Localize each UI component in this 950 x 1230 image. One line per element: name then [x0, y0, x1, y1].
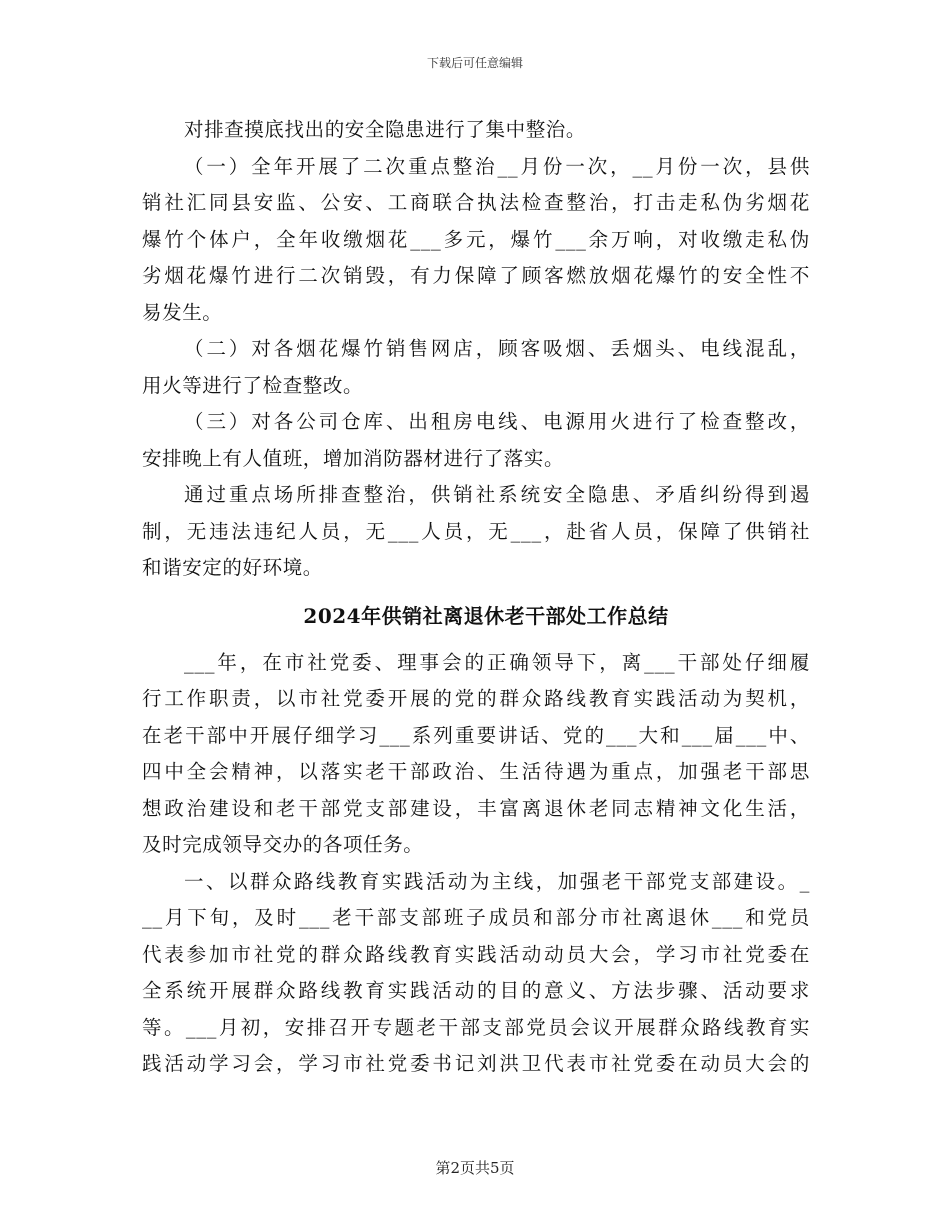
- paragraph-line: （三）对各公司仓库、出租房电线、电源用火进行了检查整改，: [184, 410, 810, 433]
- paragraph-line: 全系统开展群众路线教育实践活动的目的意义、方法步骤、活动要求: [142, 979, 810, 1002]
- document-body: [142, 112, 810, 1083]
- paragraph-line: 代表参加市社党的群众路线教育实践活动动员大会，学习市社党委在: [142, 942, 810, 966]
- paragraph-line: 四中全会精神，以落实老干部政治、生活待遇为重点，加强老干部思: [142, 760, 810, 783]
- paragraph-line: __月下旬，及时___老干部支部班子成员和部分市社离退休___和党员: [142, 906, 810, 929]
- paragraph-line: ___年，在市社党委、理事会的正确领导下，离___干部处仔细履: [184, 650, 810, 674]
- paragraph-line: （一）全年开展了二次重点整治__月份一次，__月份一次，县供: [184, 154, 810, 178]
- paragraph-line: 对排查摸底找出的安全隐患进行了集中整治。: [184, 118, 587, 141]
- page-footer: 第2页共5页: [435, 1159, 515, 1177]
- paragraph-line: 安排晚上有人值班，增加消防器材进行了落实。: [142, 446, 565, 470]
- paragraph-line: 易发生。: [142, 300, 223, 324]
- paragraph-line: 行工作职责，以市社党委开展的党的群众路线教育实践活动为契机，: [142, 687, 810, 710]
- section-title: 2024年供销社离退休老干部处工作总结: [303, 603, 669, 628]
- paragraph-line: 和谐安定的好环境。: [142, 556, 323, 579]
- page-header: 下载后可任意编辑: [426, 56, 523, 70]
- paragraph-line: （二）对各烟花爆竹销售网店，顾客吸烟、丢烟头、电线混乱，: [184, 337, 810, 360]
- paragraph-line: 通过重点场所排查整治，供销社系统安全隐患、矛盾纠纷得到遏: [184, 483, 810, 506]
- section-1: [142, 112, 810, 587]
- section-2: [142, 645, 810, 1083]
- paragraph-line: 等。___月初，安排召开专题老干部支部党员会议开展群众路线教育实: [142, 1015, 810, 1039]
- paragraph-line: 销社汇同县安监、公安、工商联合执法检查整治，打击走私伪劣烟花: [142, 191, 810, 214]
- paragraph-line: 一、以群众路线教育实践活动为主线，加强老干部党支部建设。_: [184, 869, 810, 893]
- paragraph-line: 制，无违法违纪人员，无___人员，无___，赴省人员，保障了供销社: [142, 519, 810, 543]
- paragraph-line: 想政治建设和老干部党支部建设，丰富离退休老同志精神文化生活，: [142, 796, 810, 820]
- paragraph-line: 在老干部中开展仔细学习___系列重要讲话、党的___大和___届___中、: [142, 723, 810, 747]
- paragraph-line: 及时完成领导交办的各项任务。: [142, 833, 424, 856]
- paragraph-line: 践活动学习会，学习市社党委书记刘洪卫代表市社党委在动员大会的: [142, 1052, 810, 1075]
- paragraph-line: 劣烟花爆竹进行二次销毁，有力保障了顾客燃放烟花爆竹的安全性不: [142, 264, 810, 287]
- paragraph-line: 用火等进行了检查整改。: [142, 373, 364, 397]
- paragraph-line: 爆竹个体户，全年收缴烟花___多元，爆竹___余万响，对收缴走私伪: [142, 227, 810, 251]
